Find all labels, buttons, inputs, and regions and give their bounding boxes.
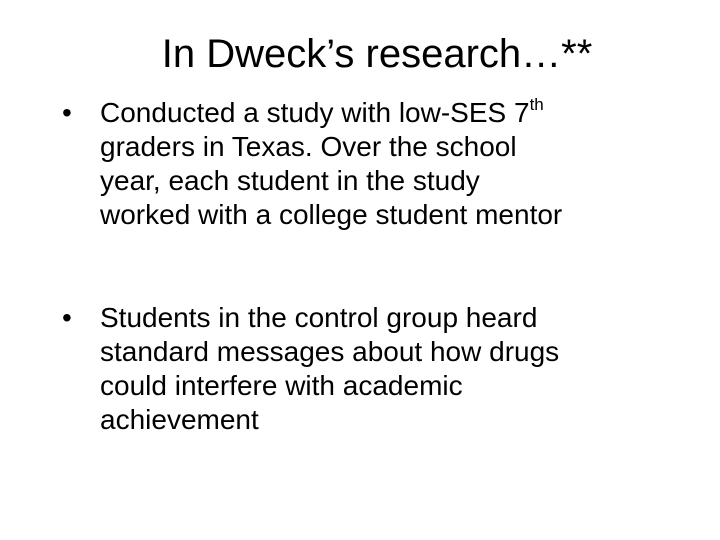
bullet-item <box>60 301 660 437</box>
bullet-line: worked with a college student mentor <box>100 199 563 230</box>
bullet-line: standard messages about how drugs <box>100 336 560 367</box>
bullet-line <box>100 96 660 130</box>
bullet-line: year, each student in the study <box>100 165 480 196</box>
bullet-line: achievement <box>100 404 259 435</box>
bullet-item <box>60 96 660 232</box>
slide-title: In Dweck’s research…** <box>161 32 593 76</box>
bullet-line-text: Conducted a study with low-SES 7 <box>100 97 530 128</box>
ordinal-superscript: th <box>529 94 544 114</box>
bullet-list <box>60 96 660 437</box>
bullet-line: could interfere with academic <box>100 370 463 401</box>
bullet-marker: • <box>62 302 72 333</box>
bullet-marker: • <box>62 97 72 128</box>
bullet-line: Students in the control group heard <box>100 302 538 333</box>
bullet-line: graders in Texas. Over the school <box>100 131 517 162</box>
